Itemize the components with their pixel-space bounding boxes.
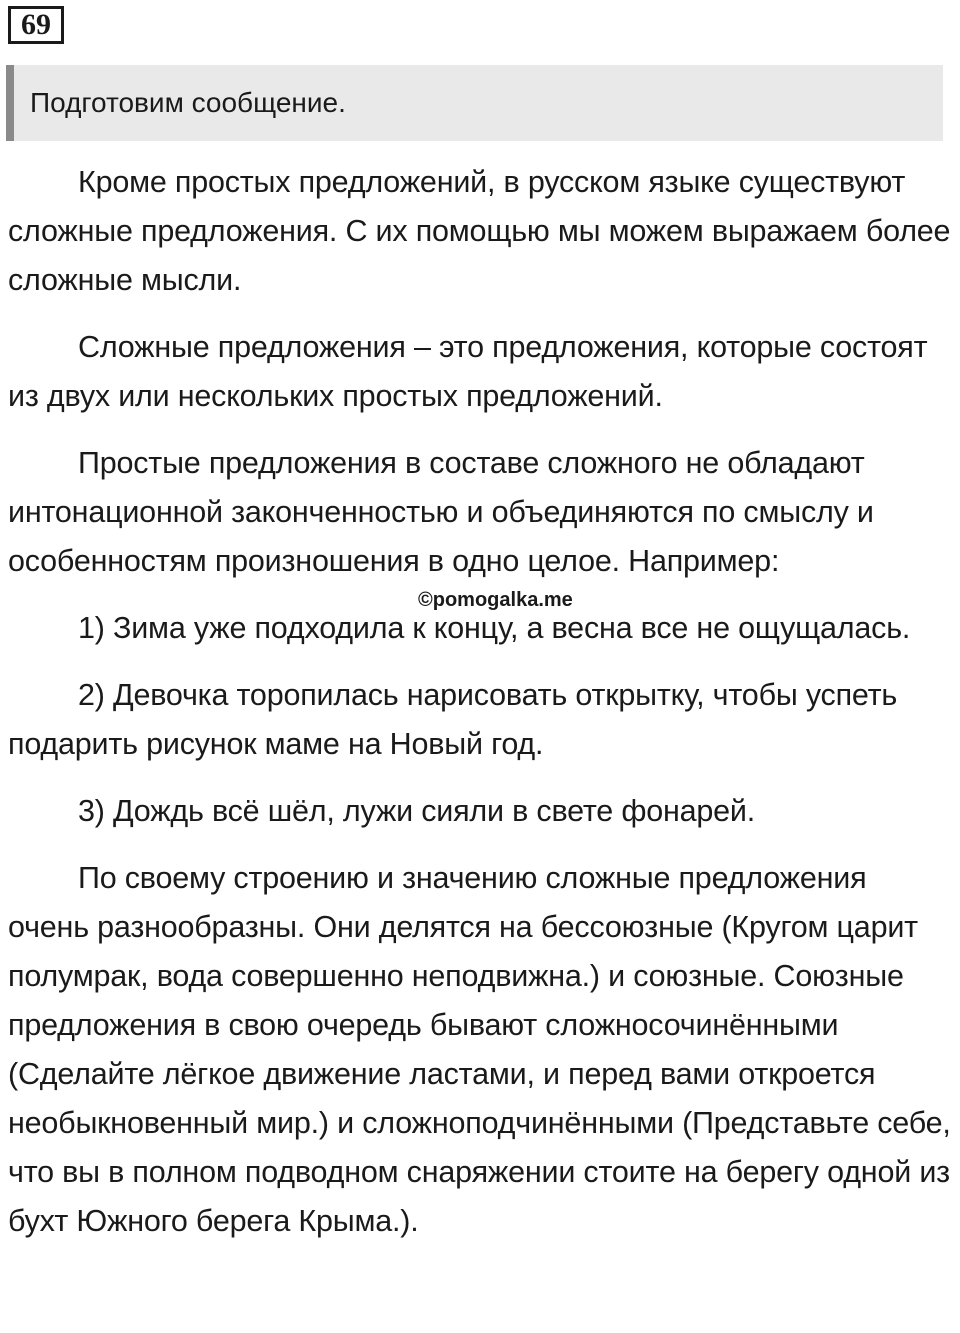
text-body [8, 158, 953, 1264]
paragraph: Кроме простых предложений, в русском языке существуют сложные предложения. С их помощью мы можем выражаем более сложные мысли. [8, 165, 951, 297]
example-paragraph: 2) Девочка торопилась нарисовать открытку, чтобы успеть подарить рисунок маме на Новый год. [8, 678, 898, 761]
paragraph: Сложные предложения – это предложения, которые состоят из двух или нескольких простых предложений. [8, 330, 928, 413]
task-number: 69 [8, 6, 64, 44]
watermark: ©pomogalka.me [418, 589, 573, 611]
example-paragraph: 3) Дождь всё шёл, лужи сияли в свете фонарей. [78, 794, 756, 828]
paragraph: Простые предложения в составе сложного не обладают интонационной законченностью и объединяются по смыслу и особенностям произношения в одно целое. Например: [8, 446, 874, 578]
example-paragraph: 1) Зима уже подходила к концу, а весна все не ощущалась. [78, 611, 911, 645]
task-instruction: Подготовим сообщение. [6, 65, 943, 141]
paragraph: По своему строению и значению сложные предложения очень разнообразны. Они делятся на бессоюзные (Кругом царит полумрак, вода совершенно неподвижна.) и союзные. Союзные предложения в свою очередь бывают сложносочинёнными (Сделайте лёгкое движение ластами, и перед вами откроется необыкновенный мир.) и сложноподчинёнными (Представьте себе, что вы в полном подводном снаряжении стоите на берегу одной из бухт Южного берега Крыма.). [8, 861, 951, 1238]
